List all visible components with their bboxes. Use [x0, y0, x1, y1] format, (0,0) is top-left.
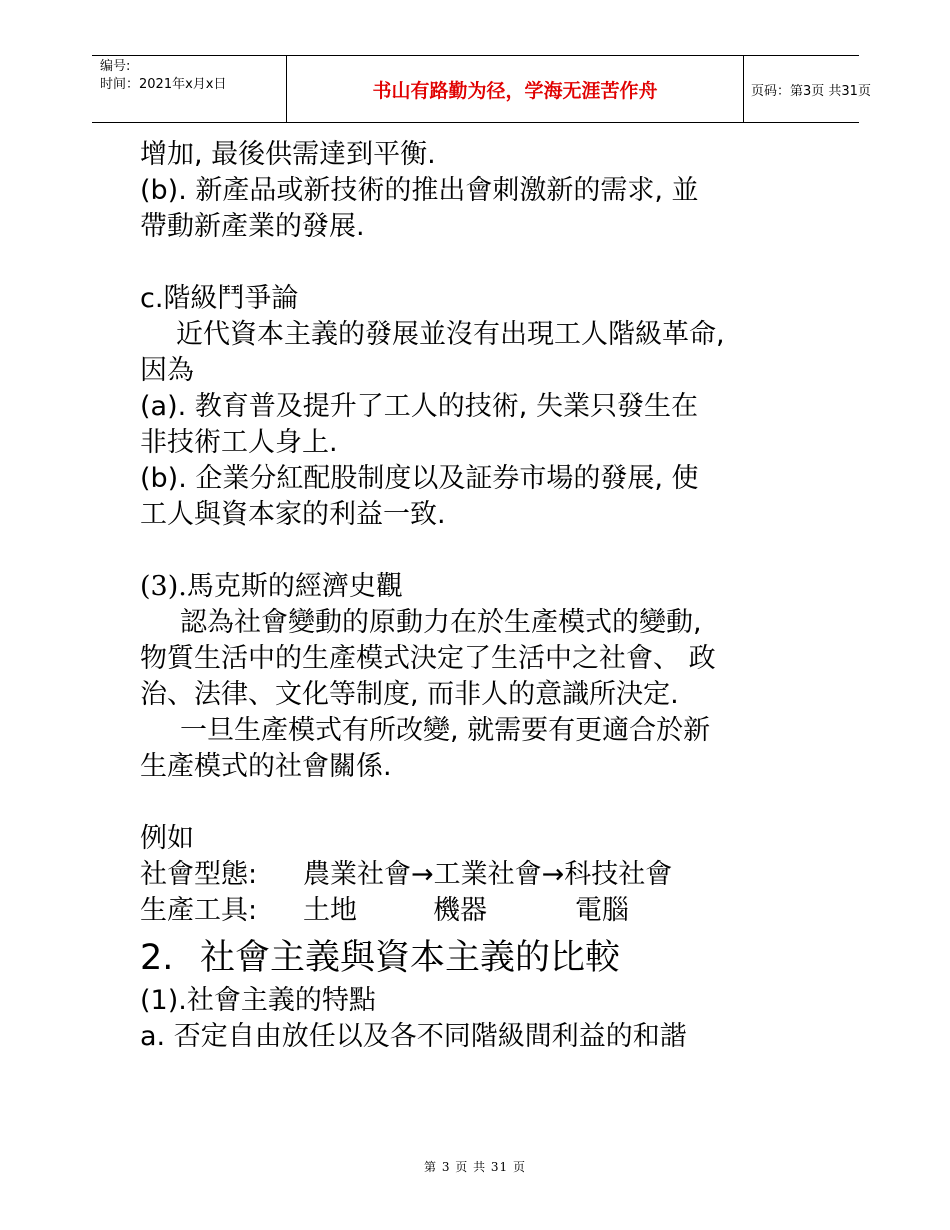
page-footer: 第 3 页 共 31 页 — [424, 1160, 526, 1174]
body-line: 近代資本主義的發展並沒有出現工人階級革命, — [176, 319, 725, 350]
body-line: 認為社會變動的原動力在於生產模式的變動, — [180, 607, 702, 638]
document-body — [140, 137, 820, 1055]
spacer — [140, 533, 820, 569]
row-value: 農業社會→工業社會→科技社會 — [303, 859, 673, 890]
motto-text: 书山有路勤为径，学海无涯苦作舟 — [372, 79, 658, 102]
body-line: a. 否定自由放任以及各不同階級間利益的和諧 — [140, 1021, 687, 1052]
header-motto-cell — [286, 56, 744, 122]
number-label: 编号: — [100, 59, 131, 74]
spacer — [140, 785, 820, 821]
row-cell: 土地 — [303, 895, 357, 926]
chapter-heading — [140, 935, 820, 983]
body-line: 增加, 最後供需達到平衡. — [140, 139, 436, 170]
time-label: 时间：2021年x月x日 — [100, 77, 227, 92]
body-line: (b). 新產品或新技術的推出會刺激新的需求, 並 — [140, 175, 699, 206]
body-line: 例如 — [140, 823, 194, 854]
section-heading: c.階級鬥爭論 — [140, 283, 299, 314]
body-line: 工人與資本家的利益一致. — [140, 499, 446, 530]
header-page-cell — [743, 56, 871, 122]
body-line: (a). 教育普及提升了工人的技術, 失業只發生在 — [140, 391, 698, 422]
example-row-society — [140, 857, 820, 893]
body-line: 帶動新產業的發展. — [140, 211, 365, 242]
spacer — [140, 245, 820, 281]
body-line: 生產模式的社會關係. — [140, 751, 392, 782]
row-cell: 機器 — [433, 895, 487, 926]
section-title: 馬克斯的經濟史觀 — [186, 571, 403, 602]
section-heading: (1).社會主義的特點 — [140, 985, 376, 1016]
row-label: 社會型態: — [140, 859, 258, 890]
example-row-tools — [140, 893, 820, 929]
page-header — [92, 55, 871, 123]
body-line: 一旦生產模式有所改變, 就需要有更適合於新 — [180, 715, 711, 746]
section-heading — [140, 569, 820, 605]
section-number: (3). — [140, 571, 187, 602]
body-line: (b). 企業分紅配股制度以及証券市場的發展, 使 — [140, 463, 699, 494]
body-line: 治、法律、文化等制度, 而非人的意識所決定. — [140, 679, 679, 710]
header-meta-cell — [92, 56, 286, 122]
row-label: 生產工具: — [140, 895, 258, 926]
page-info: 页码：第3页 共31页 — [751, 83, 871, 99]
row-cell: 電腦 — [575, 895, 629, 926]
chapter-number: 2. — [140, 938, 174, 978]
chapter-title: 社會主義與資本主義的比較 — [200, 938, 621, 978]
body-line: 非技術工人身上. — [140, 427, 338, 458]
body-line: 因為 — [140, 355, 194, 386]
body-line: 物質生活中的生產模式決定了生活中之社會、 政 — [140, 643, 716, 674]
